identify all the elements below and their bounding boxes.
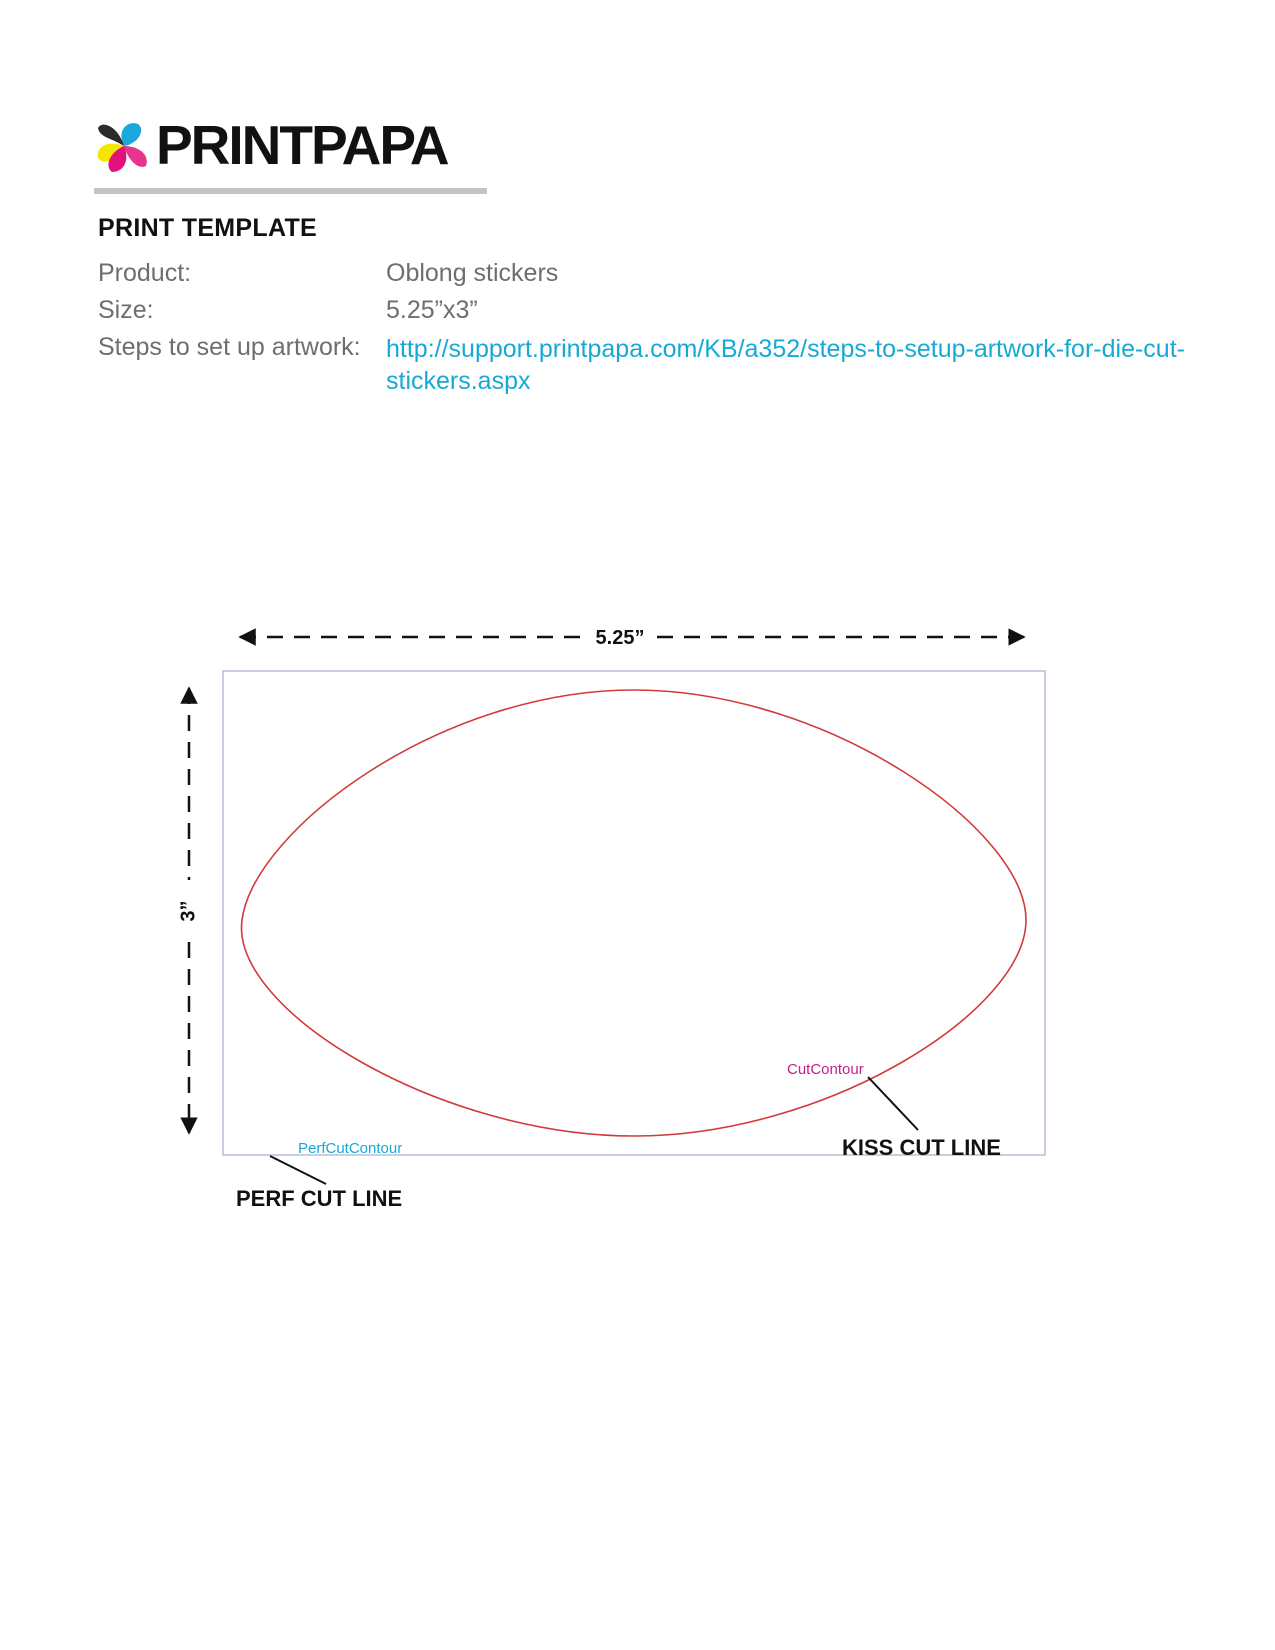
perf-cut-contour-label: PerfCutContour bbox=[298, 1140, 403, 1157]
kiss-cut-leader-line bbox=[868, 1077, 918, 1130]
cut-contour-label: CutContour bbox=[787, 1061, 864, 1078]
size-label: Size: bbox=[98, 296, 154, 324]
width-dimension-label: 5.25” bbox=[595, 627, 645, 649]
brand-divider bbox=[94, 188, 487, 194]
printpapa-logo bbox=[94, 114, 484, 194]
steps-label: Steps to set up artwork: bbox=[98, 333, 361, 361]
product-value: Oblong stickers bbox=[386, 259, 559, 287]
printpapa-petals-icon bbox=[94, 116, 154, 176]
perf-cut-callout: PERF CUT LINE bbox=[236, 1186, 403, 1211]
product-label: Product: bbox=[98, 259, 192, 287]
page-title: PRINT TEMPLATE bbox=[98, 214, 318, 242]
kiss-cut-oblong-shape bbox=[242, 690, 1026, 1136]
perf-cut-rectangle bbox=[223, 671, 1045, 1155]
height-dimension-label: 3” bbox=[177, 900, 200, 922]
brand-name: PRINTPAPA bbox=[156, 114, 448, 176]
kiss-cut-callout: KISS CUT LINE bbox=[842, 1135, 1001, 1160]
steps-link[interactable]: http://support.printpapa.com/KB/a352/steps-to-setup-artwork-for-die-cut-stickers.aspx bbox=[386, 335, 1185, 395]
size-value: 5.25”x3” bbox=[386, 296, 478, 324]
perf-cut-leader-line bbox=[270, 1156, 326, 1184]
